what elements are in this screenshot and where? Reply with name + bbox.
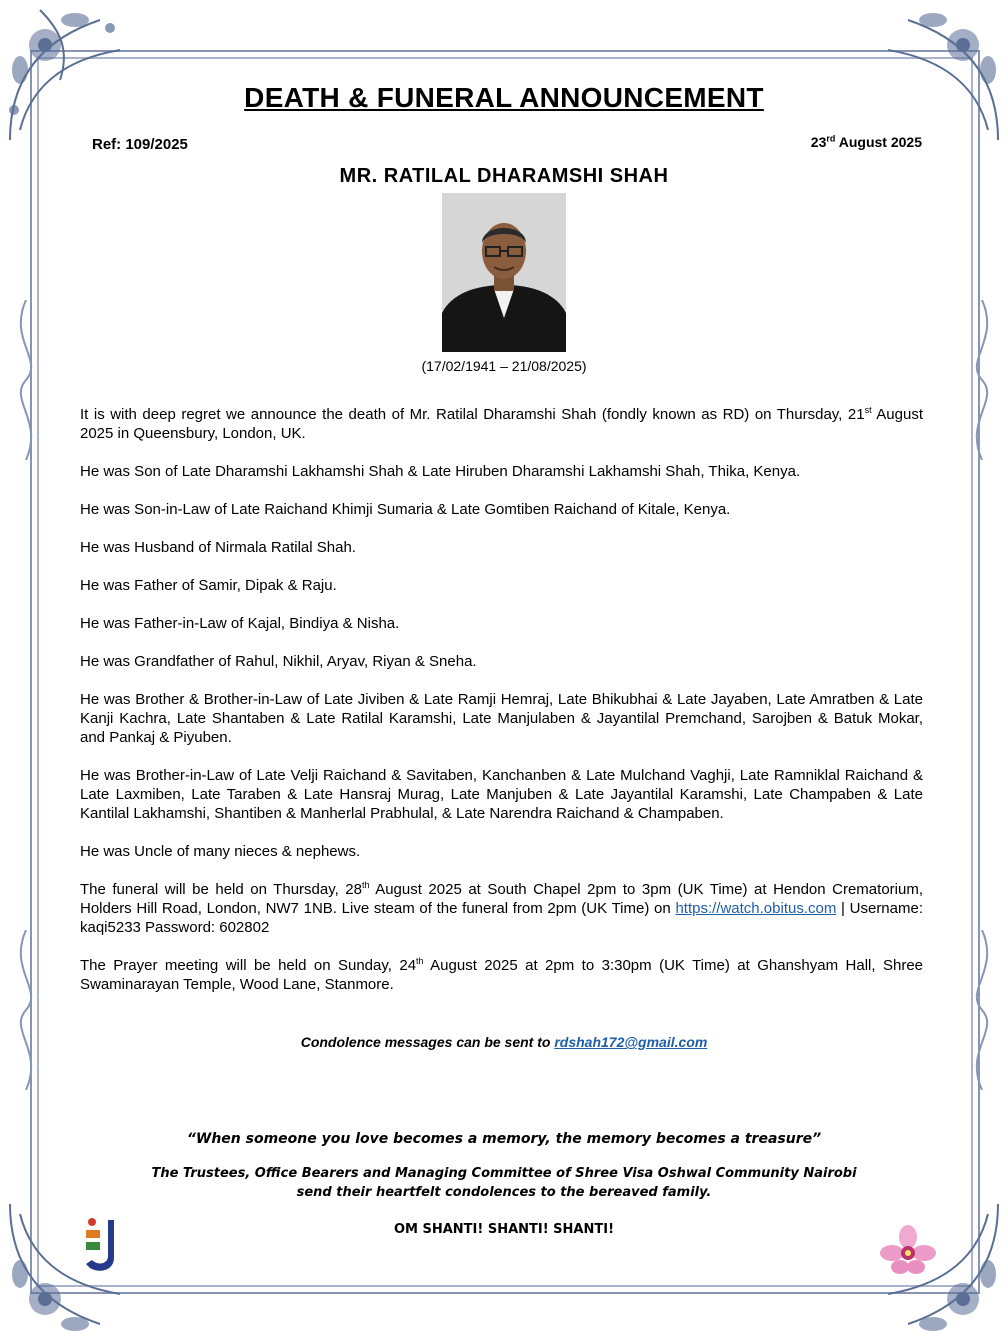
orchid-flower-icon <box>880 1225 936 1275</box>
side-scroll-ornament-icon <box>964 300 1000 460</box>
life-dates: (17/02/1941 – 21/08/2025) <box>421 358 587 374</box>
body-paragraph: He was Son of Late Dharamshi Lakhamshi Shah & Late Hiruben Dharamshi Lakhamshi Shah, Thika, Kenya. <box>80 463 801 480</box>
page-title: DEATH & FUNERAL ANNOUNCEMENT <box>244 82 764 113</box>
portrait-photo <box>442 193 566 352</box>
side-scroll-ornament-icon <box>8 300 44 460</box>
trustees-message <box>0 1164 1008 1202</box>
deceased-name: MR. RATILAL DHARAMSHI SHAH <box>339 165 669 187</box>
floral-corner-ornament-icon <box>858 0 1008 150</box>
trustees-line: The Trustees, Office Bearers and Managing Committee of Shree Visa Oshwal Community Nairobi <box>151 1166 857 1181</box>
memorial-quote: “When someone you love becomes a memory, the memory becomes a treasure” <box>186 1131 822 1147</box>
body-paragraph: He was Father of Samir, Dipak & Raju. <box>80 577 337 594</box>
body-paragraph: He was Brother-in-Law of Late Velji Raichand & Savitaben, Kanchanben & Late Mulchand Vaghji, Late Ramniklal Raichand & Late Laxmiben, Late Taraben & Late Hansraj Murag, Late Manjuben & Late Jayantilal Karamshi, Late Champaben & Late Kantilal Lakhamshi, Shantiben & Manherlal Prabhulal, & Late Narendra Raichand & Champaben. <box>80 767 923 822</box>
body-paragraph: He was Son-in-Law of Late Raichand Khimji Sumaria & Late Gomtiben Raichand of Kitale, Kenya. <box>80 501 731 518</box>
announcement-body <box>80 405 923 1013</box>
community-logo-icon <box>80 1216 120 1274</box>
livestream-link[interactable]: https://watch.obitus.com <box>675 900 837 917</box>
body-paragraph: He was Husband of Nirmala Ratilal Shah. <box>80 539 356 556</box>
side-scroll-ornament-icon <box>964 930 1000 1090</box>
body-paragraph: It is with deep regret we announce the death of Mr. Ratilal Dharamshi Shah (fondly known as RD) on Thursday, 21st August 2025 in Queensbury, London, UK. <box>80 405 923 442</box>
prayer-meeting-details: The Prayer meeting will be held on Sunday, 24th August 2025 at 2pm to 3:30pm (UK Time) at Ghanshyam Hall, Shree Swaminarayan Temple, Wood Lane, Stanmore. <box>80 956 924 993</box>
body-paragraph: He was Brother & Brother-in-Law of Late Jiviben & Late Ramji Hemraj, Late Bhikubhai & Late Jayaben, Late Amratben & Late Kanji Kachra, Late Shantaben & Late Ratilal Karamshi, Late Manjulaben & Jayantilal Premchand, Sarojben & Batuk Mokar, and Pankaj & Piyuben. <box>80 691 923 746</box>
trustees-line: send their heartfelt condolences to the bereaved family. <box>296 1185 712 1200</box>
side-scroll-ornament-icon <box>8 930 44 1090</box>
body-paragraph: He was Uncle of many nieces & nephews. <box>80 843 361 860</box>
body-paragraph: He was Grandfather of Rahul, Nikhil, Aryav, Riyan & Sneha. <box>80 653 477 670</box>
funeral-details: The funeral will be held on Thursday, 28th August 2025 at South Chapel 2pm to 3pm (UK Time) at Hendon Crematorium, Holders Hill Road, London, NW7 1NB. Live steam of the funeral from 2pm (UK Time) on https://watch.obitus.com | Username: kaqi5233 Password: 602802 <box>80 880 923 936</box>
reference-number: Ref: 109/2025 <box>92 136 188 153</box>
body-paragraph: He was Father-in-Law of Kajal, Bindiya & Nisha. <box>80 615 400 632</box>
condolence-note: Condolence messages can be sent to rdshah172@gmail.com <box>300 1034 708 1050</box>
floral-corner-ornament-icon <box>0 1194 150 1344</box>
floral-corner-ornament-icon <box>0 0 150 150</box>
announcement-date: 23rd August 2025 <box>810 133 922 150</box>
condolence-email-link[interactable]: rdshah172@gmail.com <box>554 1034 708 1050</box>
om-shanti: OM SHANTI! SHANTI! SHANTI! <box>393 1222 615 1237</box>
